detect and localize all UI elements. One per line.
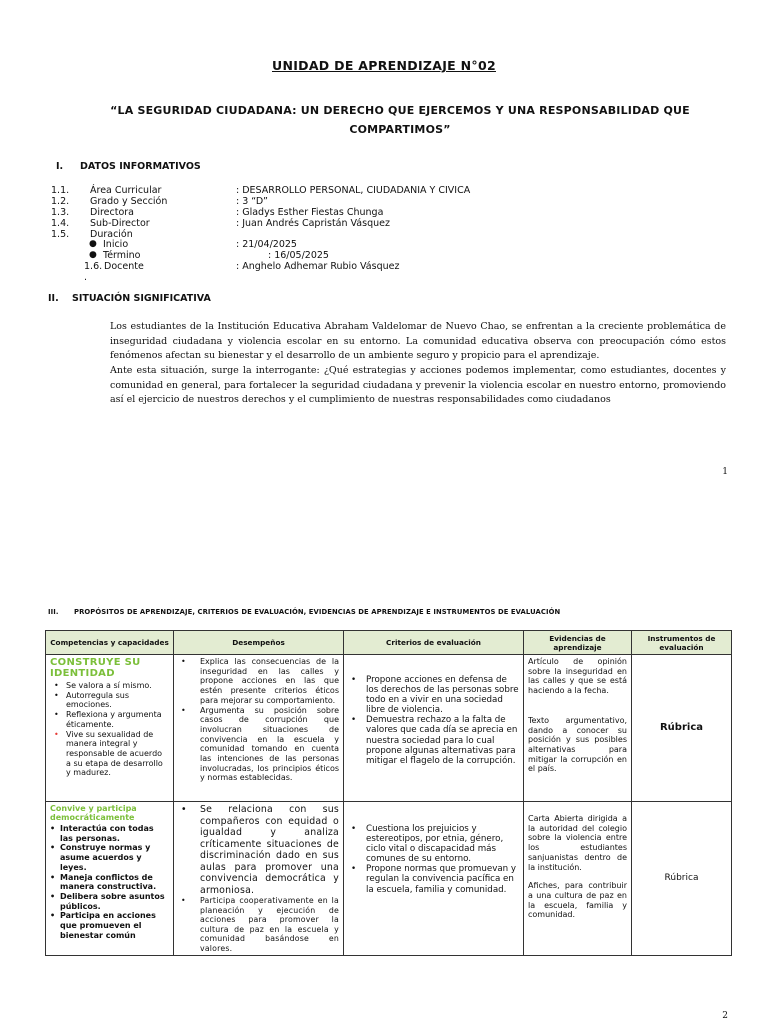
evidencias-cell — [524, 802, 632, 956]
desempenos-cell — [174, 802, 344, 956]
page-number: 2 — [722, 1011, 728, 1021]
section-heading-propositos: III. PROPÓSITOS DE APRENDIZAJE, CRITERIOS DE EVALUACIÓN, EVIDENCIAS DE APRENDIZAJE E INSTRUMENTOS DE EVALUACIÓN — [48, 608, 561, 616]
competencia-cell — [46, 655, 174, 802]
competencia-cell — [46, 802, 174, 956]
table-row — [46, 655, 732, 802]
list-item: • Delibera sobre asuntos públicos. — [50, 892, 169, 911]
instrumento-label: Rúbrica — [659, 722, 703, 734]
unit-subtitle: “LA SEGURIDAD CIUDADANA: UN DERECHO QUE EJERCEMOS Y UNA RESPONSABILIDAD QUE COMPARTIMOS” — [110, 104, 690, 136]
list-item: • Reflexiona y argumenta éticamente. — [50, 710, 169, 729]
criterios-list — [348, 824, 519, 895]
table-header-row — [46, 631, 732, 655]
learning-matrix-table — [45, 630, 732, 956]
list-item: • Propone acciones en defensa de los derechos de las personas sobre todo en a vivir en una sociedad libre de violencia. — [348, 675, 519, 715]
unit-title: UNIDAD DE APRENDIZAJE N°02 — [272, 58, 496, 73]
instrumento-cell — [632, 655, 732, 802]
document-page-1: UNIDAD DE APRENDIZAJE N°02 “LA SEGURIDAD CIUDADANA: UN DERECHO QUE EJERCEMOS Y UNA RESPONSABILIDAD QUE COMPARTIMOS” I. DATOS INFORMATIVOS 1.1. Área Curricular : DESARROLLO PERSONAL, CIUDADANIA Y CIVICA 1.2. Grado y Sección : 3 “D” 1.3. Directora : Gladys Esther Fiestas Chunga 1.4. Sub-Director : Juan Andrés Capristán Vásquez 1.5. Duración ● Inicio : 21/04/2025 ● Término : 16/05/2025 1.6. Docente : Anghelo Adhemar Rubio Vásquez . II. SITUACIÓN SIGNIFICATIVA Los estudiantes de la Institución Educativa Abraham Valdelomar de Nuevo Chao, se enfrentan a la creciente problemática de inseguridad ciudadana y violencia escolar en su entorno. La comunidad educativa observa con preocupación cómo estos fenómenos afectan su bienestar y el desarrollo de un ambiente seguro y propicio para el aprendizaje. Ante esta situación, surge la interrogante: ¿Qué estrategias y acciones podemos implementar, como estudiantes, docentes y comunidad en general, para fortalecer la seguridad ciudadana y prevenir la violencia escolar en nuestro entorno, promoviendo así el ejercicio de nuestros derechos y el cumplimiento de nuestras responsabilidades como ciudadanos 1 — [0, 0, 768, 540]
table-row — [46, 802, 732, 956]
page-number: 1 — [722, 467, 728, 477]
list-item: • Participa cooperativamente en la planeación y ejecución de acciones para promover la cultura de paz en la escuela y comunidad basándose en valores. — [178, 896, 339, 953]
competencia-title: Convive y participa democráticamente — [50, 804, 137, 822]
list-item: • Vive su sexualidad de manera integral y responsable de acuerdo a su etapa de desarrollo y madurez. — [50, 730, 169, 779]
evidencia-item: Artículo de opinión sobre la inseguridad en las calles y que se está haciendo a la fecha. — [528, 657, 627, 696]
situacion-paragraph-1: Los estudiantes de la Institución Educativa Abraham Valdelomar de Nuevo Chao, se enfrentan a la creciente problemática de inseguridad ciudadana y violencia escolar en su entorno. La comunidad educativa observa con preocupación cómo estos fenómenos afectan su bienestar y el desarrollo de un ambiente seguro y propicio para el aprendizaje. — [110, 321, 726, 362]
list-item: • Se valora a sí mismo. — [50, 681, 169, 691]
desempenos-cell — [174, 655, 344, 802]
header-desempenos: Desempeños — [174, 631, 344, 655]
list-item: • Explica las consecuencias de la inseguridad en las calles y propone acciones en las que estén presente criterios éticos para mejorar su comportamiento. — [178, 657, 339, 706]
list-item: • Interactúa con todas las personas. — [50, 824, 169, 843]
evidencia-item: Afiches, para contribuir a una cultura de paz en la escuela, familia y comunidad. — [528, 881, 627, 920]
instrumento-cell — [632, 802, 732, 956]
header-competencias: Competencias y capacidades — [46, 631, 174, 655]
desempenos-list — [178, 657, 339, 783]
header-criterios: Criterios de evaluación — [344, 631, 524, 655]
desempenos-list — [178, 804, 339, 953]
header-evidencias: Evidencias de aprendizaje — [524, 631, 632, 655]
list-item: • Cuestiona los prejuicios y estereotipos, por etnia, género, ciclo vital o discapacidad más comunes de su entorno. — [348, 824, 519, 864]
list-item: • Argumenta su posición sobre casos de corrupción que involucran situaciones de convivencia en la escuela y comunidad tomando en cuenta las intenciones de las personas involucradas, los principios éticos y normas establecidas. — [178, 706, 339, 784]
evidencias-cell — [524, 655, 632, 802]
criterios-cell — [344, 655, 524, 802]
list-item: • Autorregula sus emociones. — [50, 691, 169, 710]
document-page-2 — [0, 540, 768, 1024]
situacion-paragraph-2: Ante esta situación, surge la interrogante: ¿Qué estrategias y acciones podemos implementar, como estudiantes, docentes y comunidad en general, para fortalecer la seguridad ciudadana y prevenir la violencia escolar en nuestro entorno, promoviendo así el ejercicio de nuestros derechos y el cumplimiento de nuestras responsabilidades como ciudadanos — [110, 365, 726, 406]
evidencia-item: Carta Abierta dirigida a la autoridad del colegio sobre la violencia entre los estudiantes sanjuanistas dentro de la institución. — [528, 814, 627, 872]
capacidades-list — [50, 824, 169, 940]
list-item: • Demuestra rechazo a la falta de valores que cada día se aprecia en nuestra sociedad para lo cual propone algunas alternativas para mitigar el flagelo de la corrupción. — [348, 715, 519, 765]
capacidades-list — [50, 681, 169, 778]
instrumento-label: Rúbrica — [664, 873, 699, 884]
list-item: • Construye normas y asume acuerdos y leyes. — [50, 843, 169, 872]
header-instrumentos: Instrumentos de evaluación — [632, 631, 732, 655]
list-item: • Propone normas que promuevan y regulan la convivencia pacífica en la escuela, familia y comunidad. — [348, 864, 519, 894]
evidencia-item: Texto argumentativo, dando a conocer su posición y sus posibles alternativas para mitigar la corrupción en el país. — [528, 715, 627, 774]
list-item: • Maneja conflictos de manera constructiva. — [50, 873, 169, 892]
competencia-title: CONSTRUYE SU IDENTIDAD — [50, 657, 141, 679]
list-item: • Participa en acciones que promueven el bienestar común — [50, 911, 169, 940]
section-heading-situacion: II. SITUACIÓN SIGNIFICATIVA — [48, 293, 211, 304]
criterios-cell — [344, 802, 524, 956]
criterios-list — [348, 675, 519, 766]
section-heading-datos: I. DATOS INFORMATIVOS — [56, 161, 201, 172]
list-item: • Se relaciona con sus compañeros con equidad o igualdad y analiza críticamente situaciones de discriminación dado en sus aulas para promover una convivencia democrática y armoniosa. — [178, 804, 339, 896]
